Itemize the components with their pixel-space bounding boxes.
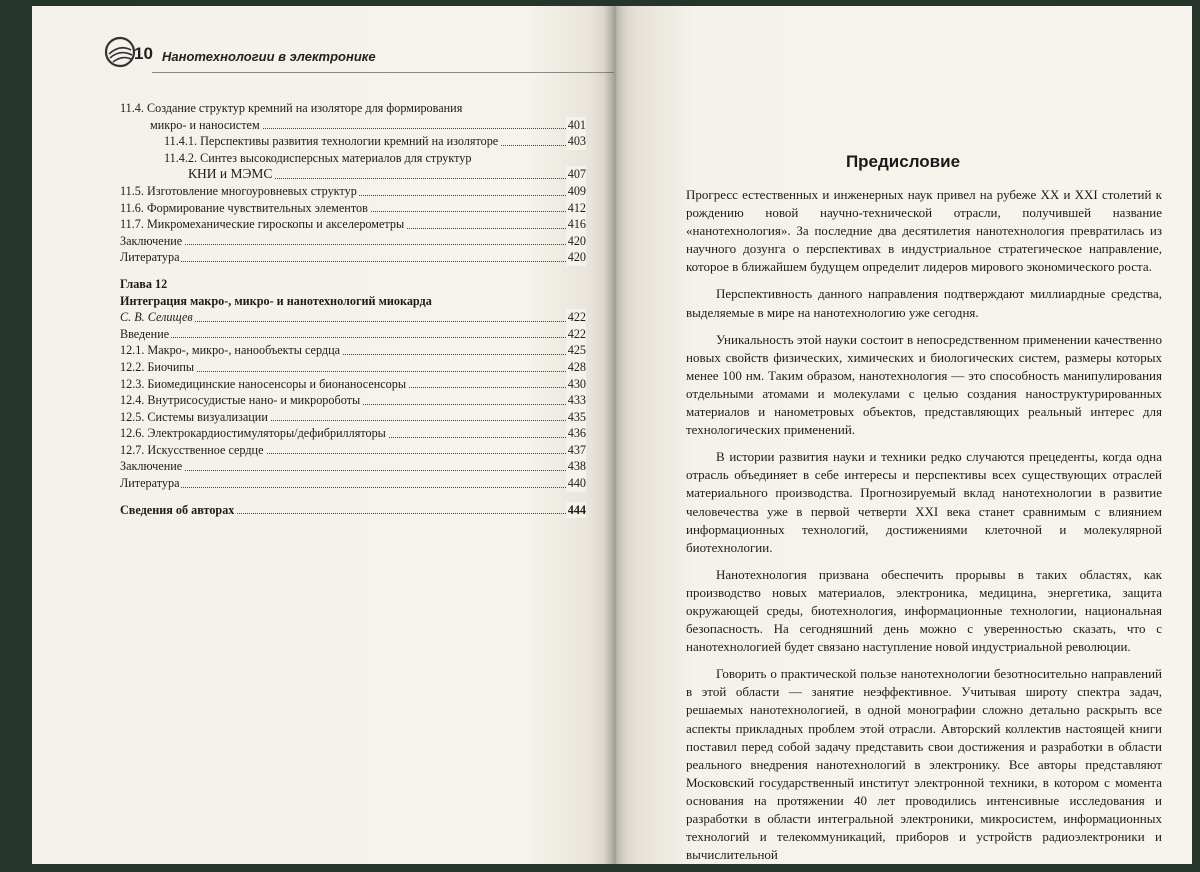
toc-entry[interactable]: 12.3. Биомедицинские наносенсоры и бионаносенсоры 430 — [120, 376, 586, 393]
left-page — [32, 6, 614, 864]
preface-paragraph: Нанотехнология призвана обеспечить прорывы в таких областях, как производство новых материалов, электроника, медицина, энергетика, защита окружающей среды, биотехнология, информационные технологии, национальная безопасность. На сегодняшний день можно с уверенностью сказать, что с нанотехнологией будет связано наступление новой индустриальной революции. — [686, 566, 1162, 656]
toc-entry-authors[interactable]: Сведения об авторах 444 — [120, 502, 586, 519]
toc-entry[interactable]: 11.4.2. Синтез высокодисперсных материалов для структур — [120, 150, 586, 167]
toc-entry[interactable]: КНИ и МЭМС 407 — [120, 166, 586, 183]
toc-entry[interactable]: микро- и наносистем 401 — [120, 117, 586, 134]
toc-entry[interactable]: Литература 420 — [120, 249, 586, 266]
table-of-contents — [120, 100, 586, 518]
preface-title: Предисловие — [614, 152, 1192, 172]
preface-paragraph: В истории развития науки и техники редко случаются прецеденты, когда одна отрасль объединяет в себе интересы и перспективы всех существующих отраслей материального производства. Прогнозируемый вклад нанотехнологии в развитие человечества уже в первой четверти XXI века станет сравнимым с влиянием информационных технологий, достижениями клеточной и молекулярной биотехнологии. — [686, 448, 1162, 557]
preface-paragraph: Перспективность данного направления подтверждают миллиардные средства, выделяемые в мире на нанотехнологию уже сегодня. — [686, 285, 1162, 321]
publisher-logo-icon — [104, 36, 136, 68]
toc-entry[interactable]: 12.1. Макро-, микро-, нанообъекты сердца 425 — [120, 342, 586, 359]
toc-entry[interactable]: 12.5. Системы визуализации 435 — [120, 409, 586, 426]
book-spread — [12, 6, 1190, 864]
running-title: Нанотехнологии в электронике — [162, 49, 376, 64]
chapter-title[interactable]: Интеграция макро-, микро- и нанотехнологий миокарда — [120, 293, 586, 310]
toc-entry[interactable]: 12.2. Биочипы 428 — [120, 359, 586, 376]
preface-body — [686, 186, 1162, 864]
toc-entry[interactable]: 11.7. Микромеханические гироскопы и акселерометры 416 — [120, 216, 586, 233]
toc-entry[interactable]: Заключение 420 — [120, 233, 586, 250]
toc-entry[interactable]: 11.4. Создание структур кремний на изоляторе для формирования — [120, 100, 586, 117]
toc-entry[interactable]: Литература 440 — [120, 475, 586, 492]
page-header-left — [104, 36, 584, 76]
toc-entry[interactable]: 11.4.1. Перспективы развития технологии кремний на изоляторе 403 — [120, 133, 586, 150]
page-number: 10 — [134, 44, 153, 64]
toc-entry[interactable]: Заключение 438 — [120, 458, 586, 475]
preface-paragraph: Уникальность этой науки состоит в непосредственном применении качественно новых свойств физических, химических и биологических систем, размеры которых менее 100 нм. Таким образом, нанотехнология — это способность манипулирования отдельными атомами и молекулами с целью создания наноструктурированных материалов и нанометровых объектов, представляющих реальный интерес для технологических применений. — [686, 331, 1162, 440]
preface-paragraph: Говорить о практической пользе нанотехнологии безотносительно направлений в этой области — занятие неэффективное. Учитывая широту спектра задач, решаемых нанотехнологией, в одной монографии сложно детально раскрыть все аспекты прикладных проблем этой отрасли. Авторский коллектив настоящей книги поставил перед собой задачу представить свои достижения и разработки в области реального внедрения нанотехнологий в электронику. Все авторы представляют Московский государственный институт электронной техники, в котором с момента основания на протяжении 40 лет проводились интенсивные исследования и разработки в области интегральной электроники, микросистем, информационных технологий и телекоммуникаций, приборов и устройств радиоэлектроники и вычислительной — [686, 665, 1162, 864]
right-page — [614, 6, 1192, 864]
chapter-author[interactable]: С. В. Селищев 422 — [120, 309, 586, 326]
toc-entry[interactable]: 11.5. Изготовление многоуровневых структур 409 — [120, 183, 586, 200]
chapter-label: Глава 12 — [120, 276, 586, 293]
toc-entry[interactable]: 12.6. Электрокардиостимуляторы/дефибрилляторы 436 — [120, 425, 586, 442]
header-rule — [152, 72, 614, 73]
preface-paragraph: Прогресс естественных и инженерных наук привел на рубеже XX и XXI столетий к рождению новой научно-технической отрасли, получившей название «нанотехнология». За последние два десятилетия нанотехнология превратилась из научного дозунга о перспективах в индустриальное стратегическое направление, которое в ближайшем будущем определит лидеров мирового экономического роста. — [686, 186, 1162, 276]
toc-entry[interactable]: Введение 422 — [120, 326, 586, 343]
toc-entry[interactable]: 11.6. Формирование чувствительных элементов 412 — [120, 200, 586, 217]
toc-entry[interactable]: 12.4. Внутрисосудистые нано- и микророботы 433 — [120, 392, 586, 409]
toc-entry[interactable]: 12.7. Искусственное сердце 437 — [120, 442, 586, 459]
